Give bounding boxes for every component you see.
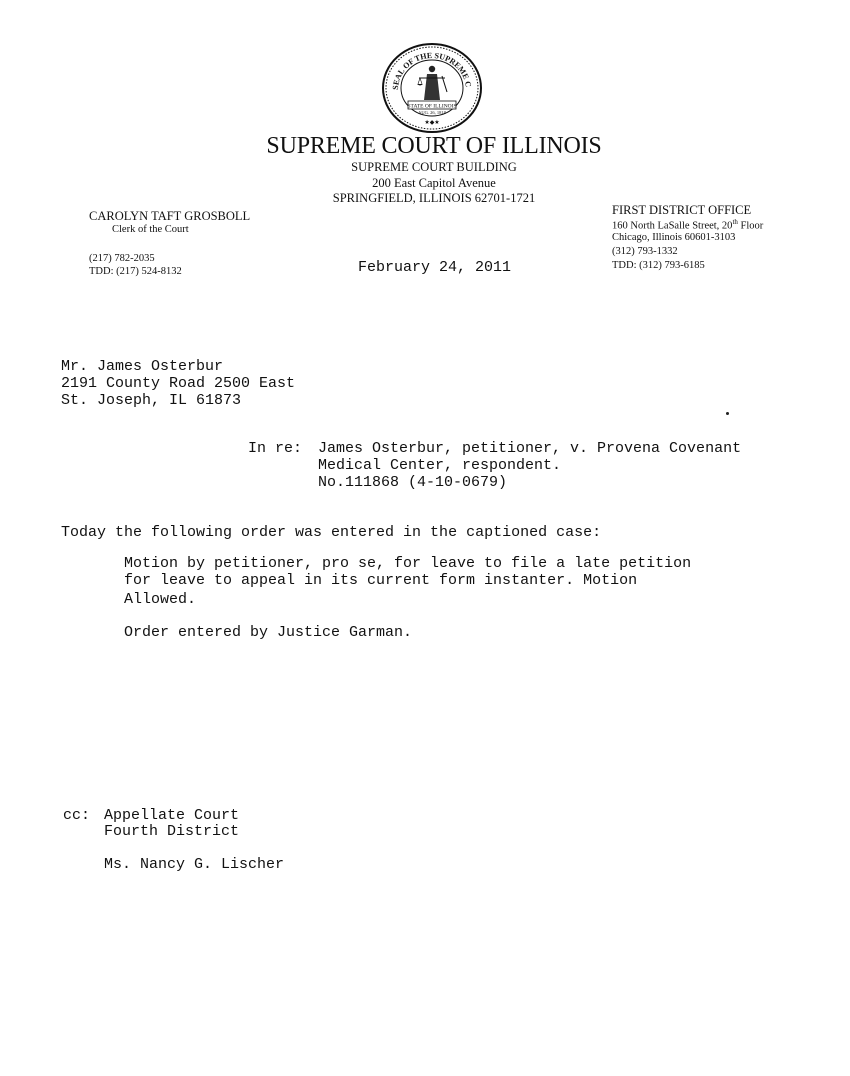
seal-banner-text: STATE OF ILLINOIS xyxy=(407,103,457,110)
order-intro: Today the following order was entered in the captioned case: xyxy=(61,524,602,541)
first-district-phone: (312) 793-1332 xyxy=(612,246,678,257)
order-line-2: for leave to appeal in its current form instanter. Motion xyxy=(124,572,638,589)
in-re-case-number: No.111868 (4-10-0679) xyxy=(318,474,508,491)
stray-mark xyxy=(726,412,729,415)
court-city: SPRINGFIELD, ILLINOIS 62701-1721 xyxy=(332,191,536,205)
clerk-phone: (217) 782-2035 xyxy=(89,253,155,264)
cc-line-1: Appellate Court xyxy=(104,807,240,824)
seal-date-text: AUG. 26, 1818 xyxy=(418,110,446,115)
recipient-address-1: 2191 County Road 2500 East xyxy=(61,375,296,392)
clerk-title: Clerk of the Court xyxy=(112,224,189,235)
court-street: 200 East Capitol Avenue xyxy=(372,176,496,190)
court-seal xyxy=(381,42,483,134)
recipient-address-2: St. Joseph, IL 61873 xyxy=(61,392,242,409)
first-district-street: 160 North LaSalle Street, 20th Floor xyxy=(612,218,764,232)
first-district-tdd: TDD: (312) 793-6185 xyxy=(612,260,705,271)
order-line-1: Motion by petitioner, pro se, for leave to file a late petition xyxy=(124,555,692,572)
in-re-label: In re: xyxy=(248,440,303,457)
in-re-line-2: Medical Center, respondent. xyxy=(318,457,562,474)
order-entered-by: Order entered by Justice Garman. xyxy=(124,624,413,641)
clerk-tdd: TDD: (217) 524-8132 xyxy=(89,266,182,277)
recipient-name: Mr. James Osterbur xyxy=(61,358,224,375)
seal-stars: ★◆★ xyxy=(424,119,440,126)
court-building: SUPREME COURT BUILDING xyxy=(351,160,517,174)
seal-ring-text: SEAL OF THE SUPREME C xyxy=(390,50,473,91)
letter-date: February 24, 2011 xyxy=(358,259,512,276)
cc-line-2: Fourth District xyxy=(104,823,240,840)
order-line-3: Allowed. xyxy=(124,591,197,608)
in-re-line-1: James Osterbur, petitioner, v. Provena Covenant xyxy=(318,440,742,457)
clerk-name: CAROLYN TAFT GROSBOLL xyxy=(89,209,251,223)
first-district-title: FIRST DISTRICT OFFICE xyxy=(612,203,752,217)
court-name: SUPREME COURT OF ILLINOIS xyxy=(266,133,602,159)
cc-line-3: Ms. Nancy G. Lischer xyxy=(104,856,285,873)
cc-label: cc: xyxy=(63,807,91,824)
first-district-city: Chicago, Illinois 60601-3103 xyxy=(612,232,736,243)
